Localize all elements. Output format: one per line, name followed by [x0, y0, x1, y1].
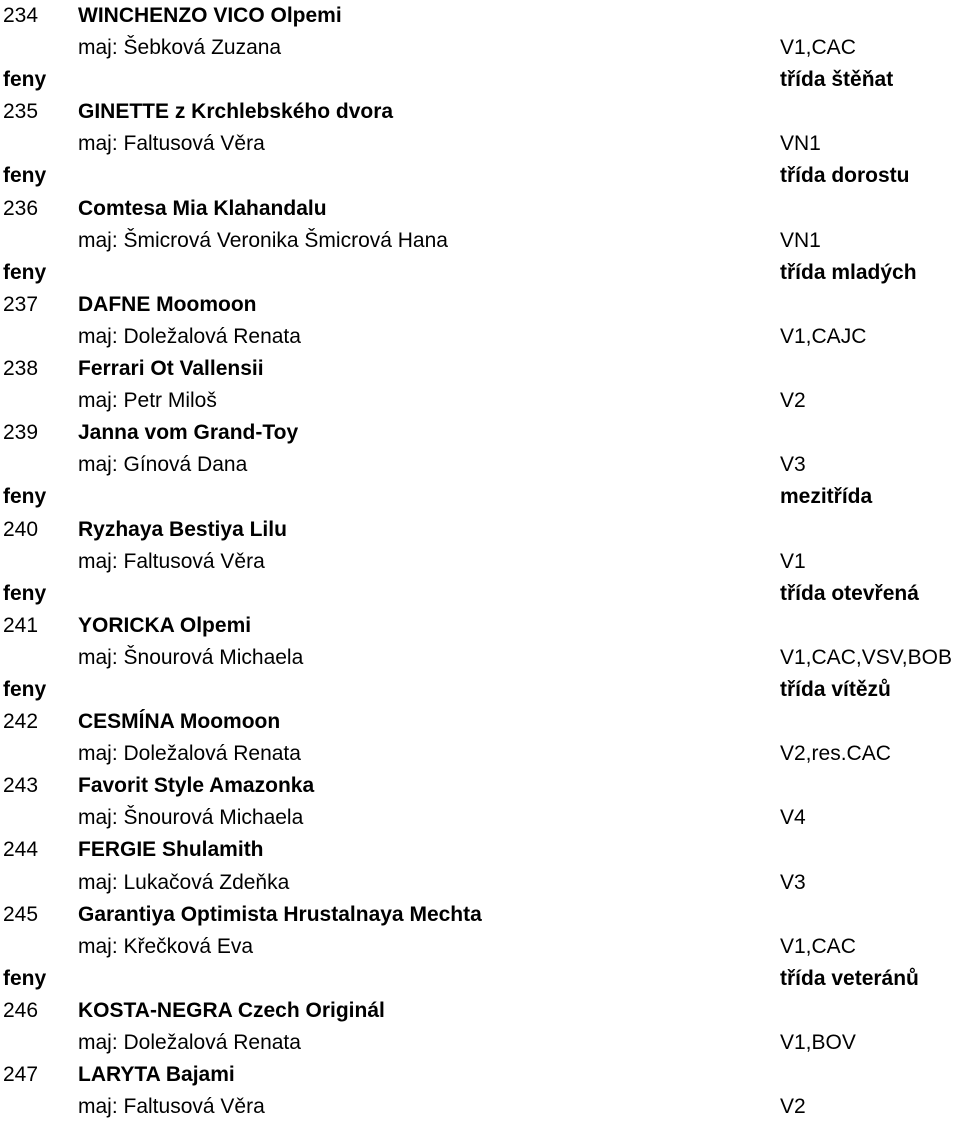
class-header-row [0, 481, 960, 513]
rating-result: V2 [780, 389, 806, 413]
owner-name: maj: Faltusová Věra [78, 549, 265, 573]
catalog-number: 244 [3, 838, 39, 862]
dog-name: GINETTE z Krchlebského dvora [78, 100, 394, 124]
sex-group-label: feny [3, 164, 47, 188]
class-label: třída mladých [780, 260, 917, 284]
owner-row [0, 32, 960, 64]
catalog-number: 238 [3, 357, 39, 381]
dog-row [0, 514, 960, 546]
dog-name: KOSTA-NEGRA Czech Originál [78, 998, 385, 1022]
rating-result: V1,CAJC [780, 324, 867, 348]
dog-row [0, 899, 960, 931]
owner-row [0, 546, 960, 578]
owner-name: maj: Šmicrová Veronika Šmicrová Hana [78, 228, 448, 252]
dog-row [0, 353, 960, 385]
rating-result: V1 [780, 549, 806, 573]
owner-row [0, 225, 960, 257]
catalog-number: 243 [3, 774, 39, 798]
sex-group-label: feny [3, 677, 47, 701]
rating-result: V3 [780, 453, 806, 477]
dog-row [0, 289, 960, 321]
owner-name: maj: Faltusová Věra [78, 132, 265, 156]
catalog-number: 245 [3, 902, 39, 926]
rating-result: V4 [780, 806, 806, 830]
owner-name: maj: Lukačová Zdeňka [78, 870, 290, 894]
catalog-number: 234 [3, 4, 39, 27]
class-label: třída otevřená [780, 581, 919, 605]
catalog-number: 240 [3, 517, 39, 541]
dog-name: FERGIE Shulamith [78, 838, 264, 862]
owner-row [0, 802, 960, 834]
dog-row [0, 96, 960, 128]
owner-name: maj: Gínová Dana [78, 453, 248, 477]
dog-name: Garantiya Optimista Hrustalnaya Mechta [78, 902, 482, 926]
owner-row [0, 128, 960, 160]
owner-name: maj: Šnourová Michaela [78, 645, 304, 669]
class-header-row [0, 257, 960, 289]
dog-row [0, 1059, 960, 1091]
owner-name: maj: Křečková Eva [78, 934, 254, 958]
owner-row [0, 1091, 960, 1123]
dog-row [0, 834, 960, 866]
dog-row [0, 417, 960, 449]
catalog-number: 241 [3, 613, 39, 637]
class-header-row [0, 64, 960, 96]
owner-row [0, 1027, 960, 1059]
dog-row [0, 193, 960, 225]
dog-name: LARYTA Bajami [78, 1063, 235, 1087]
owner-name: maj: Šebková Zuzana [78, 36, 282, 60]
sex-group-label: feny [3, 581, 47, 605]
owner-name: maj: Šnourová Michaela [78, 806, 304, 830]
dog-name: YORICKA Olpemi [78, 613, 252, 637]
catalog-number: 247 [3, 1063, 39, 1087]
sex-group-label: feny [3, 68, 47, 92]
owner-name: maj: Petr Miloš [78, 389, 217, 413]
catalog-number: 235 [3, 100, 39, 124]
rating-result: V3 [780, 870, 806, 894]
class-header-row [0, 578, 960, 610]
catalog-number: 237 [3, 292, 39, 316]
class-label: mezitřída [780, 485, 873, 509]
sex-group-label: feny [3, 966, 47, 990]
class-label: třída vítězů [780, 677, 891, 701]
rating-result: V2 [780, 1095, 806, 1119]
rating-result: V1,CAC [780, 36, 856, 60]
rating-result: V1,CAC,VSV,BOB [780, 645, 952, 669]
rating-result: VN1 [780, 228, 821, 252]
class-label: třída veteránů [780, 966, 919, 990]
owner-name: maj: Doležalová Renata [78, 324, 301, 348]
dog-row [0, 770, 960, 802]
sex-group-label: feny [3, 260, 47, 284]
catalog-number: 236 [3, 196, 39, 220]
dog-name: WINCHENZO VICO Olpemi [78, 4, 342, 27]
owner-row [0, 738, 960, 770]
rating-result: V2,res.CAC [780, 742, 891, 766]
dog-row [0, 0, 960, 32]
dog-name: Favorit Style Amazonka [78, 774, 315, 798]
class-header-row [0, 963, 960, 995]
dog-row [0, 706, 960, 738]
dog-name: DAFNE Moomoon [78, 292, 257, 316]
rating-result: VN1 [780, 132, 821, 156]
rating-result: V1,BOV [780, 1031, 856, 1054]
owner-name: maj: Doležalová Renata [78, 742, 301, 766]
owner-row [0, 321, 960, 353]
class-label: třída dorostu [780, 164, 910, 188]
dog-row [0, 995, 960, 1027]
dog-name: Janna vom Grand-Toy [78, 421, 299, 445]
class-header-row [0, 674, 960, 706]
rating-result: V1,CAC [780, 934, 856, 958]
class-header-row [0, 160, 960, 192]
owner-name: maj: Faltusová Věra [78, 1095, 265, 1119]
owner-row [0, 931, 960, 963]
owner-row [0, 642, 960, 674]
catalog-number: 242 [3, 710, 39, 734]
dog-name: Ferrari Ot Vallensii [78, 357, 264, 381]
dog-name: Ryzhaya Bestiya Lilu [78, 517, 287, 541]
sex-group-label: feny [3, 485, 47, 509]
class-label: třída štěňat [780, 68, 894, 92]
owner-name: maj: Doležalová Renata [78, 1031, 301, 1054]
dog-name: CESMÍNA Moomoon [78, 710, 281, 734]
owner-row [0, 385, 960, 417]
dog-row [0, 610, 960, 642]
owner-row [0, 449, 960, 481]
catalog-number: 239 [3, 421, 39, 445]
owner-row [0, 867, 960, 899]
catalog-number: 246 [3, 998, 39, 1022]
dog-name: Comtesa Mia Klahandalu [78, 196, 327, 220]
